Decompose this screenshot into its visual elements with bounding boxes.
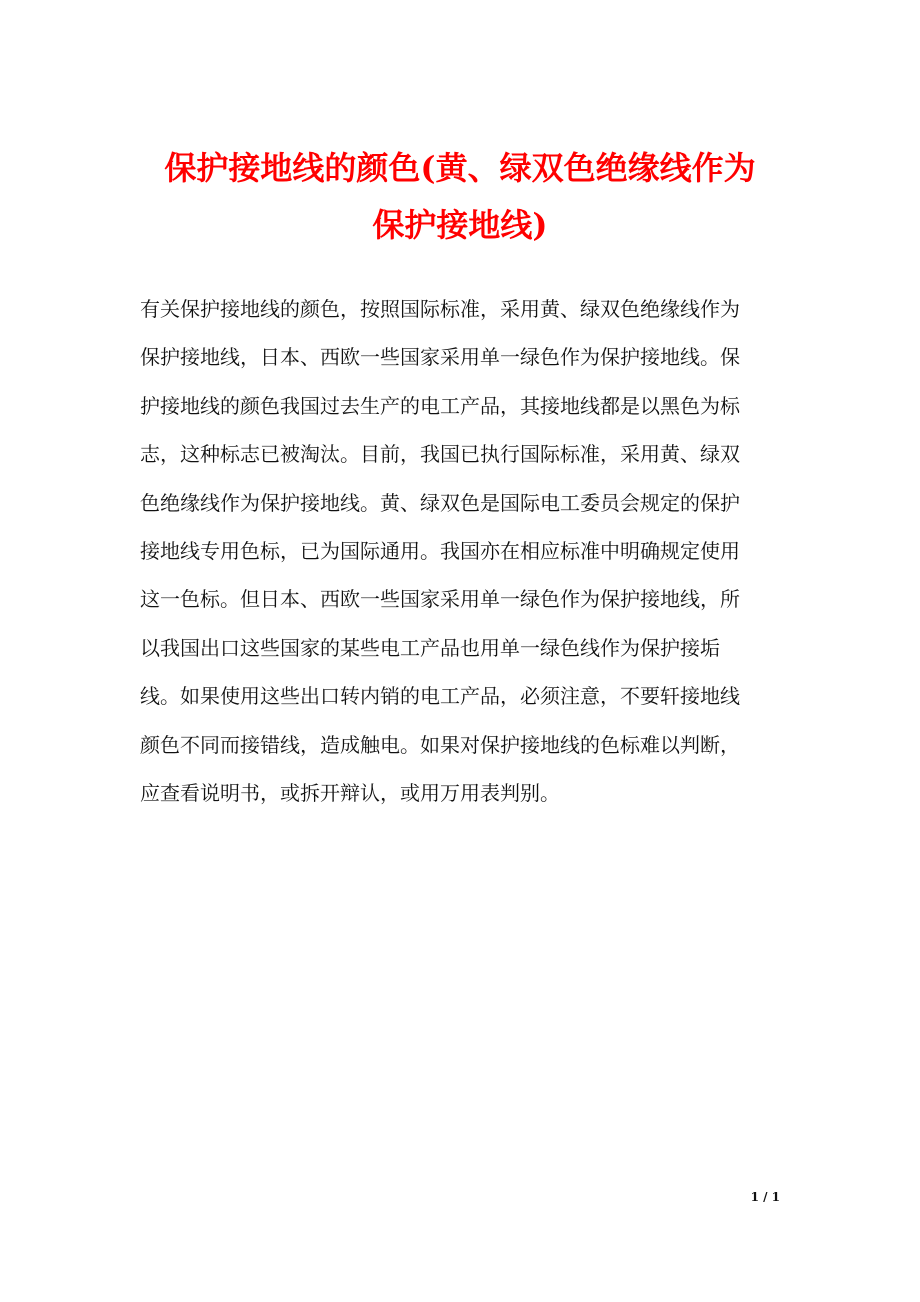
- body-line: 这一色标。但日本、西欧一些国家采用单一绿色作为保护接地线，所: [140, 587, 740, 612]
- body-line: 色绝缘线作为保护接地线。黄、绿双色是国际电工委员会规定的保护: [140, 490, 740, 515]
- body-line: 接地线专用色标，已为国际通用。我国亦在相应标准中明确规定使用: [140, 539, 740, 564]
- body-line: 保护接地线，日本、西欧一些国家采用单一绿色作为保护接地线。保: [140, 345, 740, 370]
- body-line: 线。如果使用这些出口转内销的电工产品，必须注意，不要轩接地线: [140, 684, 740, 709]
- body-line: 护接地线的颜色我国过去生产的电工产品，其接地线都是以黑色为标: [140, 393, 740, 418]
- body-line: 志，这种标志已被淘汰。目前，我国已执行国际标准，采用黄、绿双: [140, 442, 740, 467]
- body-line: 颜色不同而接错线，造成触电。如果对保护接地线的色标难以判断，: [140, 732, 740, 757]
- body-line: 应查看说明书，或拆开辩认，或用万用表判别。: [140, 781, 560, 806]
- body-line: 以我国出口这些国家的某些电工产品也用单一绿色线作为保护接垢: [140, 635, 720, 660]
- document-title: [120, 140, 800, 254]
- body-text: [140, 285, 800, 817]
- title-line-1: 保护接地线的颜色(黄、绿双色绝缘线作为: [164, 149, 756, 187]
- body-line: 有关保护接地线的颜色，按照国际标准，采用黄、绿双色绝缘线作为: [140, 297, 740, 321]
- title-line-2: 保护接地线): [372, 206, 548, 244]
- page-number: 1 / 1: [750, 1190, 780, 1204]
